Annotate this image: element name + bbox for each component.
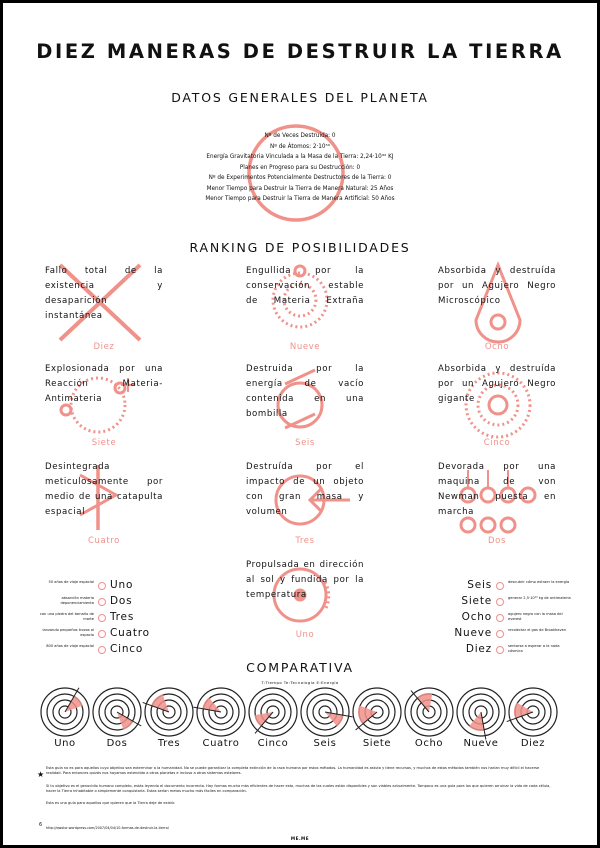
comparison-radar-icon — [143, 688, 193, 736]
ranking-item-label: Siete — [91, 438, 117, 448]
stat-line: Menor Tiempo para Destruir la Tierra de Manera Natural: 25 Años — [206, 185, 394, 192]
ranking-item-text: Absorbida y destruída por un Agujero Negro gigante — [438, 364, 556, 404]
compare-label: Ocho — [414, 738, 444, 749]
ranking-item-text: Propulsada en dirección al sol y fundida por la temperatura — [246, 560, 364, 600]
legend-desc: 800 años de viaje espacial — [46, 644, 94, 648]
ranking-item-label: Uno — [295, 630, 315, 640]
compare-label: Uno — [54, 738, 76, 749]
section-ranking-heading: RANKING DE POSIBILIDADES — [189, 240, 411, 255]
compare-label: Cinco — [257, 738, 289, 749]
ranking-item-label: Tres — [295, 536, 315, 546]
comparison-radar-icon — [193, 688, 245, 736]
legend-name: Diez — [465, 643, 492, 655]
compare-label: Tres — [157, 738, 181, 749]
page-title: DIEZ MANERAS DE DESTRUIR LA TIERRA — [36, 40, 564, 63]
legend-desc: descubrir cómo extraer la energía — [508, 580, 570, 584]
compare-label: Cuatro — [202, 738, 240, 749]
comparison-radar-icon — [457, 688, 505, 740]
comparison-radar-icon — [249, 688, 297, 736]
comparison-radar-icon — [405, 688, 453, 736]
legend-name: Nueve — [454, 627, 492, 639]
compare-label: Nueve — [463, 738, 499, 749]
ranking-item-text: Destruida por la energía de vacío contenida en una bombilla — [246, 364, 364, 419]
ranking-item-text: Engullida por la conservación estable de Materia Extraña — [246, 266, 364, 306]
compare-label: Dos — [106, 738, 128, 749]
footer-paragraph: Esta es una guía para aquellos que quieren que la Tierra deje de existir. — [46, 801, 176, 805]
comparison-radar-icon — [93, 688, 141, 736]
legend-name: Dos — [110, 595, 133, 607]
compare-label: Diez — [520, 738, 546, 749]
legend-name: Seis — [467, 579, 492, 591]
section-compare-heading: COMPARATIVA — [246, 660, 354, 675]
legend-name: Tres — [110, 611, 135, 623]
legend-name: Ocho — [461, 611, 492, 623]
ranking-item-text: Desintegrada meticulosamente por medio de una catapulta espacial — [45, 462, 163, 517]
comparison-radar-icon — [353, 688, 401, 736]
comparison-radar-icon — [301, 688, 353, 736]
legend-desc: recolectar el gas de Brookhaven — [508, 628, 567, 632]
legend-desc: agujero negro con la masa del everest — [508, 612, 563, 621]
stat-line: Nº de Átomos: 2·10⁵⁰ — [269, 143, 331, 150]
legend-name: Cuatro — [110, 627, 150, 639]
ranking-item-label: Ocho — [484, 342, 510, 352]
legend-desc: lanzando pequeños trozos al espacio — [42, 628, 94, 637]
legend-desc: generar 2,5·10²⁴ kg de antimateria — [508, 596, 571, 600]
stat-line: Planes en Progreso para su Destrucción: 0 — [239, 164, 361, 171]
ranking-item-label: Cuatro — [88, 536, 120, 546]
legend-desc: sentarse a esperar a la nada cósmica — [508, 644, 560, 653]
comparison-radar-icon — [41, 688, 89, 736]
section-general-heading: DATOS GENERALES DEL PLANETA — [171, 90, 429, 105]
ranking-item-text: Devorada por una maquina de von Newman puesta en marcha — [438, 462, 556, 517]
footer-paragraph: Esta guía no es para aquellos cuyo objetivo sea exterminar a la humanidad. No se puede garantizar la completa extinción de la raza humana por estos métodos. La humanidad es astuta y tiene recursos, y muchos de estos métodos también nos harían muy difícil el hacerse realidad. Para entonces quizás nos hayamos extendido a otros planetas e incluso a otros sistemas estelares. — [46, 766, 540, 775]
compare-label: Siete — [362, 738, 392, 749]
compare-label: Seis — [313, 738, 337, 749]
legend-desc: con una piedra del tamaño de marte — [39, 612, 94, 621]
page-number: 6 — [39, 822, 43, 828]
stat-line: Nº de Experimentos Potencialmente Destructores de la Tierra: 0 — [208, 175, 392, 181]
legend-name: Siete — [461, 595, 492, 607]
brand-watermark: ME.ME — [290, 836, 310, 841]
comparison-radar-icon — [507, 688, 557, 736]
legend-name: Uno — [110, 579, 134, 591]
legend-desc: 50 años de viaje espacial — [48, 580, 94, 584]
stat-line: Energía Gravitatoria Vinculada a la Masa de la Tierra: 2,24·10³² KJ — [206, 154, 394, 160]
compare-subtitle: T:Tiempo Te:Tecnología E:Energía — [261, 680, 339, 685]
ranking-item-label: Cinco — [483, 438, 511, 448]
stat-line: Menor Tiempo para Destruir la Tierra de Manera Artificial: 50 Años — [205, 196, 395, 202]
ranking-item-text: Destruída por el impacto de un objeto con gran masa y volumen — [246, 462, 364, 517]
source-url: http://qwolor.wordpress.com/2007/04/04/10-formas-de-destruir-la-tierra/ — [46, 826, 169, 830]
footer-paragraph: Si tu objetivo es el genocidio humano completo, estás leyendo el documento incorrecto. Hay formas mucho más eficientes de hacer esto, muchas de las cuales están disponibles y son viables actualmente. Tampoco es una guía para los que quieren arruinar la vida de cada célula, hacer la Tierra inhabitable o simplemente conquistarla. Estas serían metas mucho más fáciles en comparación. — [46, 784, 551, 793]
legend-name: Cinco — [110, 643, 144, 655]
ranking-item-text: Fallo total de la existencia y desaparición instantánea — [45, 266, 163, 321]
ranking-item-label: Nueve — [289, 342, 321, 352]
ranking-item-text: Explosionada por una Reacción Materia-Antimateria — [45, 364, 163, 404]
stat-line: Nº de Veces Destruida: 0 — [264, 133, 336, 139]
ranking-item-label: Diez — [93, 342, 115, 352]
ranking-item-label: Dos — [488, 536, 506, 546]
legend-desc: absorción materia deponenciamiento — [60, 596, 94, 605]
ranking-item-label: Seis — [295, 438, 315, 448]
star-icon: ★ — [37, 770, 45, 779]
ranking-item-text: Absorbida y destruída por un Agujero Negro Microscópico — [438, 266, 556, 306]
